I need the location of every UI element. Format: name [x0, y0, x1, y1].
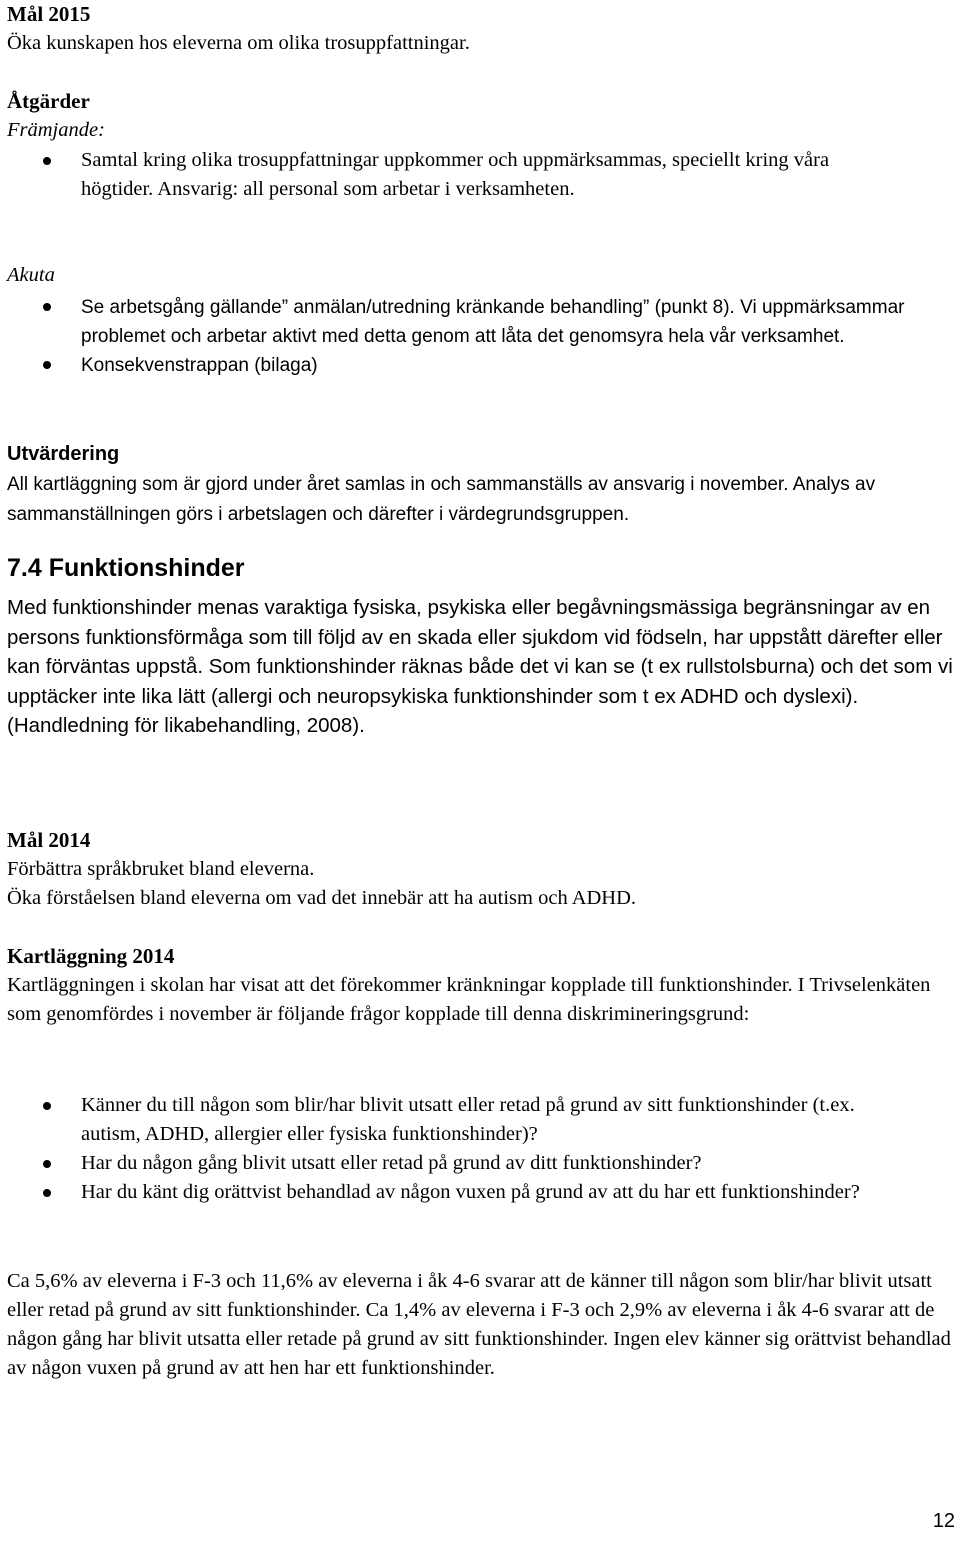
survey-questions-list — [7, 1091, 955, 1207]
evaluation-text: All kartläggning som är gjord under året samlas in och sammanställs av ansvarig i november. Analys av sammanställningen görs i arbetslagen och därefter i värdegrundsgruppen. — [7, 474, 876, 525]
page-number: 12 — [932, 1510, 955, 1532]
promotive-label: Främjande: — [7, 119, 105, 141]
goal-2014-heading: Mål 2014 — [7, 828, 91, 852]
list-item — [7, 146, 955, 204]
bullet-icon — [43, 1189, 51, 1197]
bullet-icon — [43, 1102, 51, 1110]
bullet-icon — [43, 361, 51, 369]
bullet-icon — [43, 157, 51, 165]
disability-heading: 7.4 Funktionshinder — [7, 554, 245, 582]
survey-2014-heading: Kartläggning 2014 — [7, 944, 175, 968]
survey-2014-text: Kartläggningen i skolan har visat att det förekommer kränkningar kopplade till funktionshinder. I Trivselenkäten som genomfördes i november är följande frågor kopplade till denna diskrimineringsgrund: — [7, 974, 931, 1025]
measures-heading: Åtgärder — [7, 89, 90, 113]
list-item — [7, 1149, 955, 1178]
list-item — [7, 351, 955, 380]
goal-2015-text: Öka kunskapen hos eleverna om olika trosuppfattningar. — [7, 32, 470, 54]
list-item-text: Har du känt dig orättvist behandlad av någon vuxen på grund av att du har ett funktionshinder? — [81, 1181, 860, 1203]
list-item-text: Se arbetsgång gällande” anmälan/utredning kränkande behandling” (punkt 8). Vi uppmärksammar problemet och arbetar aktivt med detta genom att låta det genomsyra hela vår verksamhet. — [81, 297, 905, 347]
list-item — [7, 1178, 955, 1207]
list-item-text: Samtal kring olika trosuppfattningar uppkommer och uppmärksammas, speciellt kring våra högtider. Ansvarig: all personal som arbetar i verksamheten. — [81, 149, 830, 200]
list-item-text: Konsekvenstrappan (bilaga) — [81, 355, 318, 376]
disability-text: Med funktionshinder menas varaktiga fysiska, psykiska eller begåvningsmässiga begränsningar av en persons funktionsförmåga som till följd av en skada eller sjukdom vid födseln, har uppstått därefter eller kan förväntas uppstå. Som funktionshinder räknas både det vi kan se (t ex rullstolsburna) och det som vi upptäcker inte lika lätt (allergi och neuropsykiska funktionshinder som t ex ADHD och dyslexi). (Handledning för likabehandling, 2008). — [7, 596, 953, 737]
goal-2015-heading: Mål 2015 — [7, 2, 91, 26]
evaluation-heading: Utvärdering — [7, 443, 120, 465]
list-item — [7, 293, 955, 351]
list-item-text: Har du någon gång blivit utsatt eller retad på grund av ditt funktionshinder? — [81, 1152, 702, 1174]
bullet-icon — [43, 303, 51, 311]
acute-label: Akuta — [7, 264, 55, 286]
goal-2014-line-1: Förbättra språkbruket bland eleverna. — [7, 858, 315, 880]
promotive-list — [7, 146, 955, 204]
list-item — [7, 1091, 955, 1149]
survey-result-text: Ca 5,6% av eleverna i F-3 och 11,6% av eleverna i åk 4-6 svarar att de känner till någon som blir/har blivit utsatt eller retad på grund av sitt funktionshinder. Ca 1,4% av eleverna i F-3 och 2,9% av eleverna i åk 4-6 svarar att de någon gång har blivit utsatta eller retade på grund av sitt funktionshinder. Ingen elev känner sig orättvist behandlad av någon vuxen på grund av att hen har ett funktionshinder. — [7, 1270, 951, 1379]
bullet-icon — [43, 1160, 51, 1168]
list-item-text: Känner du till någon som blir/har blivit utsatt eller retad på grund av sitt funktionshinder (t.ex. autism, ADHD, allergier eller fysiska funktionshinder)? — [81, 1094, 855, 1145]
acute-list — [7, 293, 955, 380]
goal-2014-line-2: Öka förståelsen bland eleverna om vad det innebär att ha autism och ADHD. — [7, 887, 637, 909]
